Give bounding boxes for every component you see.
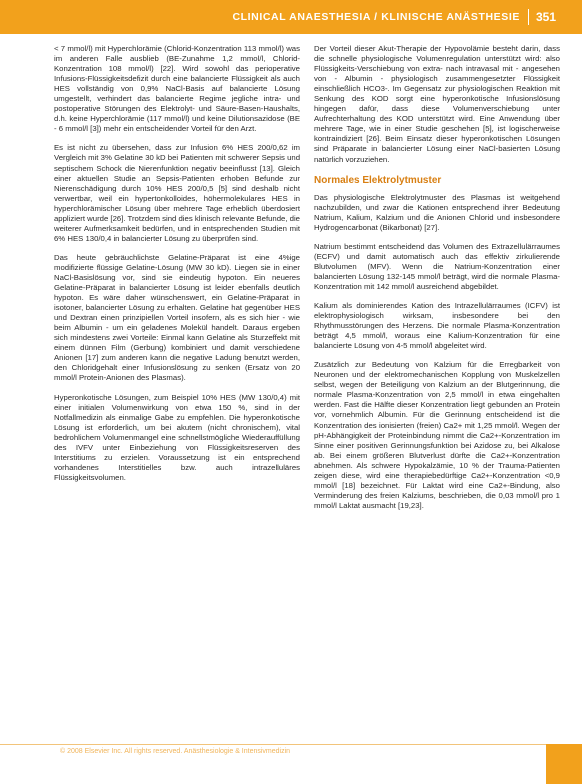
paragraph: Hyperonkotische Lösungen, zum Beispiel 10% HES (MW 130/0,4) mit einer initialen Volumenwirkung von etwa 150 %, sind in der Notfallmedizin als einmalige Gabe zu empfehlen. Die hyperonkotische Lösung ist erforderlich, um bei akutem (nicht chronischem), vital bedrohlichem Volumenmangel eine schnellstmögliche Wiederauffüllung des IVFV unter Einbeziehung von Flüssigkeitsreserven des Interstitiums zu erzielen. Voraussetzung ist ein entsprechend vorhandenes Interstitielles bzw. auch intrazelluläres Flüssigkeitsvolumen. (54, 392, 300, 482)
section-heading: Normales Elektrolytmuster (314, 174, 442, 186)
right-text-column (314, 44, 560, 520)
paragraph: Der Vorteil dieser Akut-Therapie der Hypovolämie besteht darin, dass die schnelle physiologische Volumenregulation unterstützt wird: also Flüssigkeits-Verschiebung von extra- nach intravasal mit - angesehen von - Albumin - physiologisch zusammengesetzter Flüssigkeit einschließlich HCO3-. Im Gegensatz zur physiologischen Reaktion mit Senkung des KOD sorgt eine hyperonkotische Infusionslösung hingegen dafür, dass diese Volumenverschiebung unter Aufrechterhaltung des KOD unterstützt wird. Eine Anwendung über mehrere Tage, wie in einer Studie geschehen [5], ist logischerweise kontraindiziert [26]. Beim Einsatz dieser hyperonkotischen Lösungen sind Präparate in balancierter Lösung einer NaCl-basierten Lösung natürlich vorzuziehen. (314, 44, 560, 164)
running-head-title: CLINICAL ANAESTHESIA / KLINISCHE ANÄSTHESIE (232, 11, 520, 23)
corner-accent-block (546, 744, 582, 784)
footer-rule (0, 744, 582, 745)
left-text-column (54, 44, 300, 492)
paragraph: Kalium als dominierendes Kation des Intrazellulärraumes (ICFV) ist elektrophysiologisch wirksam, insbesondere bei den Rhythmusstörungen des Herzens. Die normale Plasma-Konzentration beträgt 4,5 mmol/l, woraus eine Kalium-Konzentration für eine balancierte Lösung von 4-5 mmol/l abgeleitet wird. (314, 300, 560, 351)
paragraph: Natrium bestimmt entscheidend das Volumen des Extrazellulärraumes (ECFV) und damit automatisch auch das effektiv zirkulierende Blutvolumen (MFV). Wenn die Natrium-Konzentration einer balancierten Lösung 132-145 mmol/l beträgt, wird die normale Plasma-Konzentration mit 142 mmol/l ausreichend abgebildet. (314, 241, 560, 291)
paragraph: Das physiologische Elektrolytmuster des Plasmas ist weitgehend nachzubilden, und zwar die Kationen entsprechend ihrer Bedeutung Natrium, Kalium, Kalzium und die Anionen Chlorid und insbesondere Hydrogencarbonat (Bikarbonat) [27]. (314, 192, 560, 232)
paragraph: Zusätzlich zur Bedeutung von Kalzium für die Erregbarkeit von Neuronen und der elektromechanischen Kopplung von Muskelzellen selbst, wegen der Beteiligung von Kalzium an der Blutgerinnung, die normale Plasma-Konzentration von 2,5 mmol/l in etwa eingehalten werden. Fast die Hälfte dieser Konzentration liegt gebunden an Protein vor, vornehmlich Albumin. Für die Gerinnung entscheidend ist die Konzentration des ionisierten (freien) Ca2+ mit 1,25 mmol/l. Wegen der pH-Abhängigkeit der Proteinbindung nimmt die Ca2+-Konzentration im Sinne einer positiven Gerinnungsfunktion bei Azidose zu, bei Alkalose ab. Bei einem größeren Blutverlust dürfte die Ca2+-Konzentration abnehmen. Als schwere Hypokalzämie, 10 % der Trauma-Patienten zeigen diese, wird eine therapiebedürftige Ca2+-Konzentration <0,9 mmol/l [18] bezeichnet. Für Laktat wird eine Ca2+-Bindung, also Verminderung des freien Kalziums, beschrieben, die 0,03 mmol/l pro 1 mmol/l Laktat ausmacht [19,23]. (314, 360, 560, 510)
page-footer: © 2008 Elsevier Inc. All rights reserved. Anästhesiologie & Intensivmedizin (60, 748, 291, 755)
page-number: 351 (536, 10, 557, 24)
paragraph: Es ist nicht zu übersehen, dass zur Infusion 6% HES 200/0,62 im Vergleich mit 3% Gelatine 30 kD bei Patienten mit schwerer Sepsis und septischem Schock die Nierenfunktion negativ beeinflusst [13]. Gleich einer aktuellen Studie an Sepsis-Patienten erhoben Befunde zur Nierenschädigung durch 10% HES 200/0,5 [5] sind deshalb nicht verwertbar, weil ein hypertonkolloides, höhermolekulares HES in hyperchlorämischer Lösung über mehrere Tage erheblich überdosiert appliziert wurde [26]. Trotzdem sind dies klinisch relevante Befunde, die weiterer Aufmerksamkeit bedürfen, und in entsprechenden Studien mit 6% HES 130/0,4 in balancierter Lösung zu überprüfen sind. (54, 143, 300, 243)
paragraph: < 7 mmol/l) mit Hyperchlorämie (Chlorid-Konzentration 113 mmol/l) was im anderen Falle ausblieb (BE-Zunahme 1,2 mmol/l, Chlorid-Konzentration 108 mmol/l) [22]. Wird sowohl das perioperative Infusions-Flüssigkeitsdefizit durch eine balancierte Flüssigkeit als auch HES vollständig von 0,9% NaCl-Basis auf balancierte Lösung umgestellt, verhindert das balancierte Regime jegliche intra- und postoperative Störungen des Elektrolyt- und Säure-Basen-Haushalts, d.h. keine Hyperchlorämie (117 mmol/l) und keine Dilutionsazidose (BE - 6 mmol/l [3]) mehr ein entscheidender Vorteil für den Arzt. (54, 44, 300, 134)
paragraph: Das heute gebräuchlichste Gelatine-Präparat ist eine 4%ige modifizierte flüssige Gelatine-Lösung (MW 30 kD). Liegen sie in einer NaCl-Basislösung vor, sind sie eindeutig hypoton. Ein neueres Gelatine-Präparat in balancierter Lösung ist leider ebenfalls deutlich hypoton. Es wäre daher wünschenswert, ein Gelatine-Präparat in isotoner, balancierter Lösung zu erhalten. Gelatine hat gegenüber HES und Dextran einen prinzipiellen Vorteil insofern, als es sich hier - wie beim Albumin - um ein geladenes Molekül handelt. Daraus ergeben sich mindestens zwei Vorteile: Einmal kann Gelatine als Sturzeffekt mit einem dünnen Film (Gerbung) kombiniert und damit verschiedene Anionen [17] zum anderen kann die negative Ladung benutzt werden, den Chloridgehalt einer Infusionslösung zu senken (Ersatz von 20 mmol/l Protein-Anionen des Plasmas). (54, 252, 300, 383)
header-divider (528, 9, 529, 25)
page-header-band (0, 0, 582, 34)
